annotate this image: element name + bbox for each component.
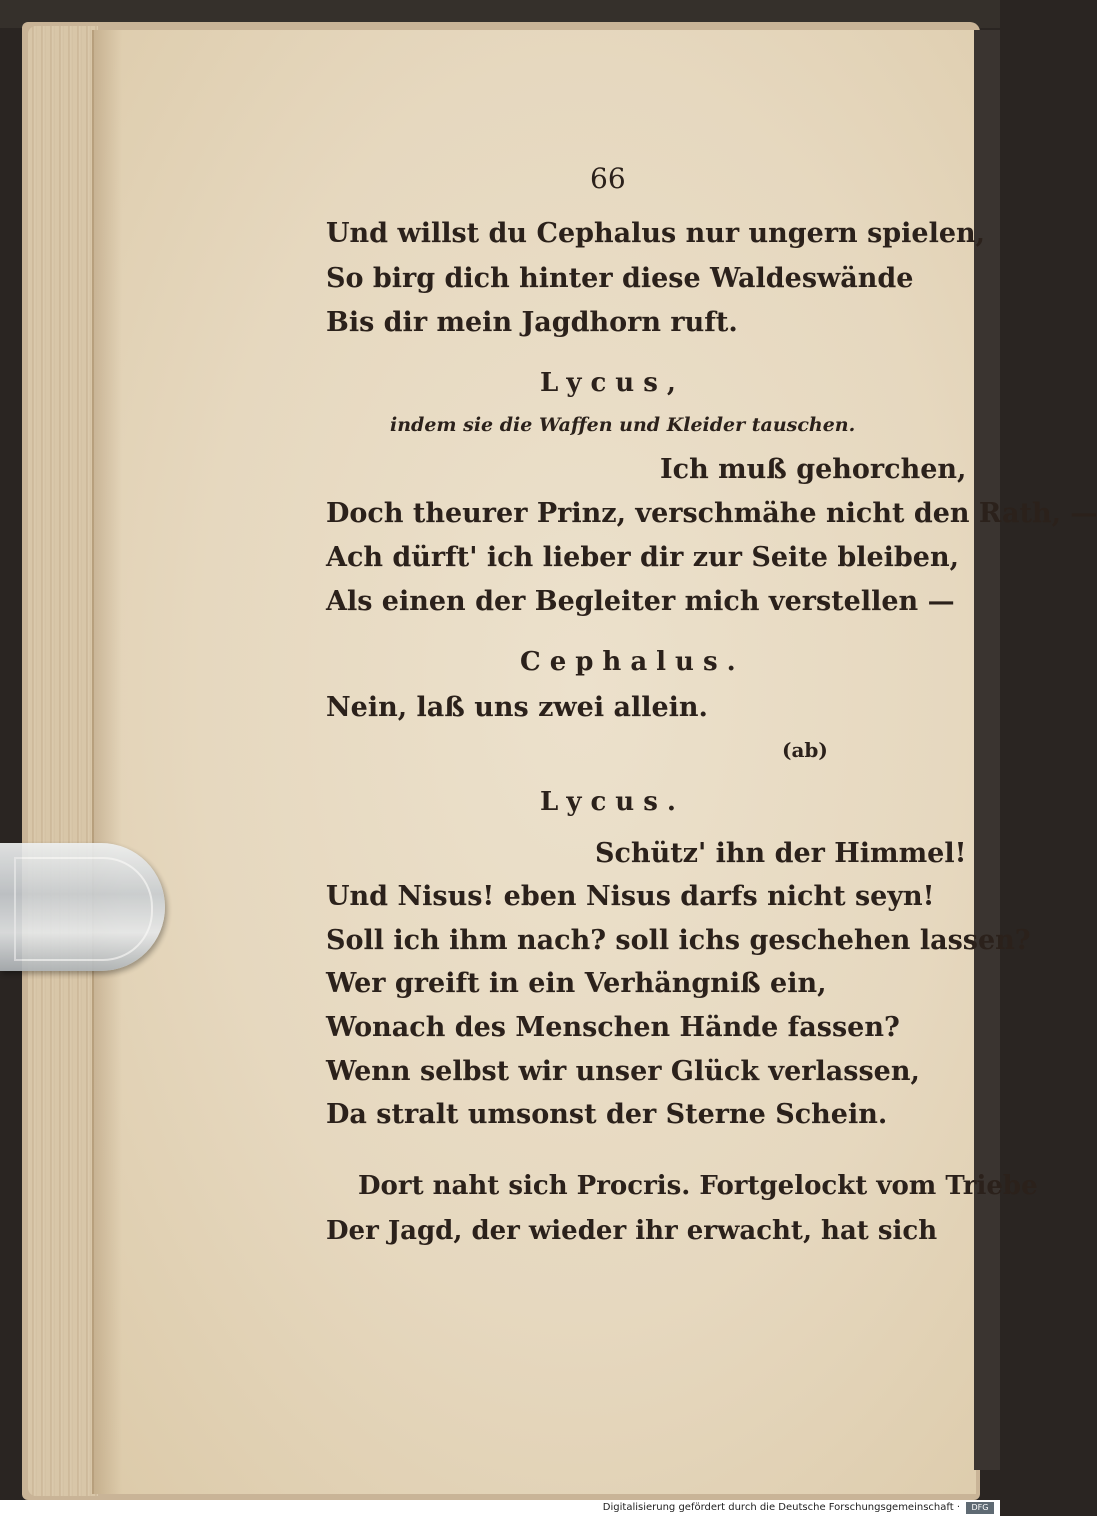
gutter-shadow (92, 30, 122, 1494)
verse-line: Bis dir mein Jagdhorn ruft. (326, 307, 738, 338)
footer-bar (0, 1500, 1000, 1516)
verse-line: Soll ich ihm nach? soll ichs geschehen lassen? (326, 925, 1031, 956)
exit-direction: (ab) (782, 738, 828, 762)
verse-line: Nein, laß uns zwei allein. (326, 692, 708, 723)
verse-line: Und willst du Cephalus nur ungern spielen, (326, 218, 986, 249)
footer-credit: Digitalisierung gefördert durch die Deutsche Forschungsgemeinschaft · (602, 1502, 960, 1513)
prose-line: Dort naht sich Procris. Fortgelockt vom Triebe (358, 1171, 1038, 1201)
page-clip (0, 843, 165, 971)
verse-line: Ach dürft' ich lieber dir zur Seite bleiben, (326, 542, 959, 573)
verse-line: Doch theurer Prinz, verschmähe nicht den Rath, — (326, 498, 1097, 529)
speaker-name: Lycus. (540, 787, 685, 817)
book-page (92, 30, 976, 1494)
page-edges (28, 26, 98, 1496)
verse-line: Wenn selbst wir unser Glück verlassen, (326, 1056, 920, 1087)
speaker-name: Cephalus. (520, 647, 745, 677)
page-number: 66 (590, 162, 626, 195)
verse-line: Da stralt umsonst der Sterne Schein. (326, 1099, 888, 1130)
verse-line: So birg dich hinter diese Waldeswände (326, 263, 914, 294)
verse-line: Ich muß gehorchen, (660, 454, 967, 485)
stage-direction: indem sie die Waffen und Kleider tauschen. (390, 414, 856, 436)
dfg-logo: DFG (966, 1502, 994, 1514)
verse-line: Und Nisus! eben Nisus darfs nicht seyn! (326, 881, 935, 912)
verse-line: Schütz' ihn der Himmel! (595, 838, 967, 869)
verse-line: Wonach des Menschen Hände fassen? (326, 1012, 900, 1043)
speaker-name: Lycus, (540, 368, 685, 398)
prose-line: Der Jagd, der wieder ihr erwacht, hat sich (326, 1216, 938, 1246)
verse-line: Wer greift in ein Verhängniß ein, (326, 968, 827, 999)
verse-line: Als einen der Begleiter mich verstellen — (326, 586, 955, 617)
